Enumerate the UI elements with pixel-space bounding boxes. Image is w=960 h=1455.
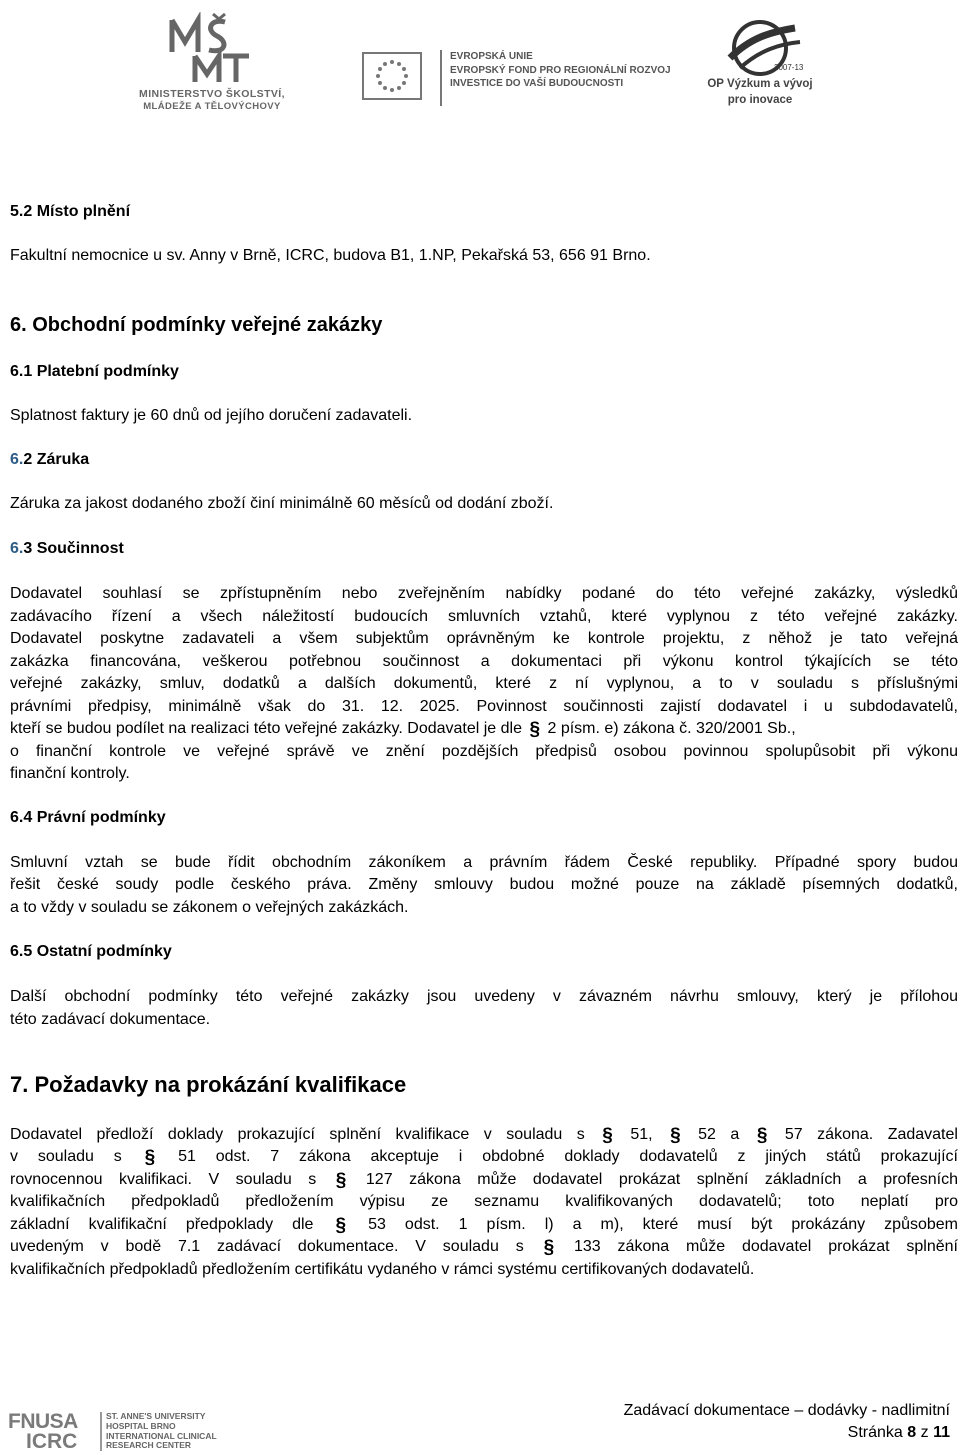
section-sign: § (335, 1215, 347, 1236)
other-terms-line: této zadávací dokumentace. (10, 1011, 211, 1028)
op-swirl-icon (700, 18, 820, 76)
cooperation-line: veřejné zakázky, smluv, dodatků a dalších dokumentů, které z ní vyplynou, a to v souladu s příslušnými (10, 675, 958, 692)
payment-terms-text: Splatnost faktury je 60 dnů od jejího doručení zadavateli. (10, 407, 413, 424)
icrc-text: ICRC (26, 1430, 78, 1453)
warranty-text: Záruka za jakost dodaného zboží činí minimálně 60 měsíců od dodání zboží. (10, 495, 554, 512)
heading-6-2-title: 2 Záruka (23, 451, 90, 468)
heading-6-4: 6.4 Právní podmínky (10, 809, 166, 826)
heading-7: 7. Požadavky na prokázání kvalifikace (10, 1072, 407, 1097)
cooperation-line: Dodavatel souhlasí se zpřístupněním nebo zveřejněním nabídky podané do této veřejné zakázky, výsledků (10, 585, 958, 602)
qualification-line-part: rovnocennou kvalifikaci. V souladu s (10, 1171, 317, 1188)
document-title: Zadávací dokumentace – dodávky - nadlimitní (623, 1402, 950, 1419)
cooperation-line: finanční kontroly. (10, 765, 130, 782)
fnusa-text: FNUSA (8, 1410, 78, 1433)
eu-line2: EVROPSKÝ FOND PRO REGIONÁLNÍ ROZVOJ (450, 64, 671, 76)
qualification-line-part: 52 a (698, 1126, 740, 1143)
cooperation-line (10, 718, 796, 741)
cooperation-line: zadávacího řízení a všech náležitostí budoucích smluvních vztahů, které vyplynou z této veřejné zakázky. (10, 608, 958, 625)
msmt-line2: MLÁDEŽE A TĚLOVÝCHOVY (143, 101, 281, 112)
qualification-line-part: v souladu s (10, 1148, 122, 1165)
cooperation-line-part: 2 písm. e) zákona č. 320/2001 Sb., (547, 720, 796, 737)
qualification-line-part: 51, (630, 1126, 653, 1143)
op-line2: pro inovace (727, 94, 793, 106)
section-sign: § (543, 1237, 555, 1258)
qualification-line-part: základní kvalifikační předpoklady dle (10, 1216, 314, 1233)
heading-6: 6. Obchodní podmínky veřejné zakázky (10, 314, 383, 336)
section-sign: § (756, 1125, 768, 1146)
page-label: Stránka (847, 1424, 903, 1441)
heading-6-2-number: 6. (10, 451, 24, 468)
cooperation-line: Dodavatel poskytne zadavateli a všem subjektům oprávněným ke kontrole projektu, z něhož je tato veřejná (10, 630, 958, 647)
msmt-line1: MINISTERSTVO ŠKOLSTVÍ, (139, 88, 285, 100)
page-number (624, 1422, 950, 1444)
page-current: 8 (907, 1424, 917, 1441)
cooperation-line: zakázka financována, veškerou potřebnou součinnost a dokumentaci při výkonu kontrol týkajících se této (10, 653, 958, 670)
page-sep: z (920, 1424, 929, 1441)
qualification-line-part: uvedeným v bodě 7.1 zadávací dokumentace. V souladu s (10, 1238, 524, 1255)
section-sign: § (602, 1125, 613, 1146)
cooperation-line-part: kteří se budou podílet na realizaci této veřejné zakázky. Dodavatel je dle (10, 720, 522, 737)
header-logos (0, 0, 960, 150)
heading-5-2: 5.2 Místo plnění (10, 203, 131, 220)
qualification-line (10, 1124, 958, 1146)
qualification-line-part: Dodavatel předloží doklady prokazující splnění kvalifikace v souladu s (10, 1126, 585, 1143)
heading-6-3 (10, 538, 124, 561)
qualification-line (10, 1236, 958, 1258)
qualification-line-part: 133 zákona může dodavatel prokázat splnění (574, 1238, 959, 1255)
page-footer (624, 1400, 950, 1444)
heading-6-5: 6.5 Ostatní podmínky (10, 943, 172, 960)
heading-6-1: 6.1 Platební podmínky (10, 363, 179, 380)
fnusa-icrc-logo (8, 1410, 223, 1452)
legal-terms-line: řešit české soudy podle českého práva. Změny smlouvy budou možné pouze na základě písemných dodatků, (10, 876, 958, 893)
cooperation-line: právními předpisy, minimálně však do 31. 12. 2025. Povinnost součinnosti zajistí dodavatel i u subdodavatelů, (10, 698, 958, 715)
op-years: 2007-13 (774, 63, 804, 72)
eu-line3: INVESTICE DO VAŠÍ BUDOUCNOSTI (450, 78, 624, 89)
logo-line: INTERNATIONAL CLINICAL (106, 1430, 217, 1441)
msmt-emblem-icon (167, 12, 257, 84)
heading-6-3-title: 3 Součinnost (23, 540, 124, 557)
qualification-line: kvalifikačních předpokladů předložením výpisu ze seznamu kvalifikovaných dodavatelů; toto neplatí pro (10, 1193, 958, 1210)
qualification-line: kvalifikačních předpokladů předložením certifikátu vydaného v rámci systému certifikovaných dodavatelů. (10, 1261, 755, 1278)
heading-6-2 (10, 449, 89, 472)
legal-terms-line: Smluvní vztah se bude řídit obchodním zákoníkem a právním řádem České republiky. Případné spory budou (10, 854, 958, 871)
logo-line: ST. ANNE'S UNIVERSITY (106, 1411, 206, 1421)
cooperation-line: o finanční kontrole ve veřejné správě ve znění pozdějších předpisů osobou povinnou spolupůsobit při výkonu (10, 743, 958, 760)
op-line1: OP Výzkum a vývoj (707, 78, 813, 90)
qualification-line-part: 57 zákona. Zadavatel (784, 1126, 958, 1143)
section-sign: § (144, 1147, 156, 1168)
section-sign: § (670, 1125, 681, 1146)
other-terms-line: Další obchodní podmínky této veřejné zakázky jsou uvedeny v závazném návrhu smlouvy, který je přílohou (10, 988, 958, 1005)
heading-6-3-number: 6. (10, 540, 24, 557)
qualification-line-part: 51 odst. 7 zákona akceptuje i obdobné doklady dodavatelů z jiných států prokazující (178, 1148, 959, 1165)
section-sign: § (529, 719, 541, 740)
qualification-line-part: 127 zákona může dodavatel prokázat splnění základních a profesních (365, 1171, 958, 1188)
qualification-line (10, 1146, 958, 1168)
op-vavpi-logo (700, 18, 820, 118)
qualification-line (10, 1214, 958, 1236)
msmt-logo (122, 12, 302, 112)
section-sign: § (335, 1170, 347, 1191)
place-of-performance-text: Fakultní nemocnice u sv. Anny v Brně, ICRC, budova B1, 1.NP, Pekařská 53, 656 91 Brno. (10, 247, 651, 264)
logo-line: RESEARCH CENTER (106, 1440, 192, 1451)
page-total: 11 (933, 1424, 950, 1441)
eu-flag-icon (362, 52, 422, 100)
qualification-line-part: 53 odst. 1 písm. l) a m), které musí být prokázány způsobem (368, 1216, 958, 1233)
eu-logo (362, 50, 671, 110)
eu-line1: EVROPSKÁ UNIE (450, 51, 533, 62)
legal-terms-line: a to vždy v souladu se zákonem o veřejných zakázkách. (10, 899, 409, 916)
logo-line: HOSPITAL BRNO (106, 1420, 176, 1431)
qualification-line (10, 1169, 958, 1191)
